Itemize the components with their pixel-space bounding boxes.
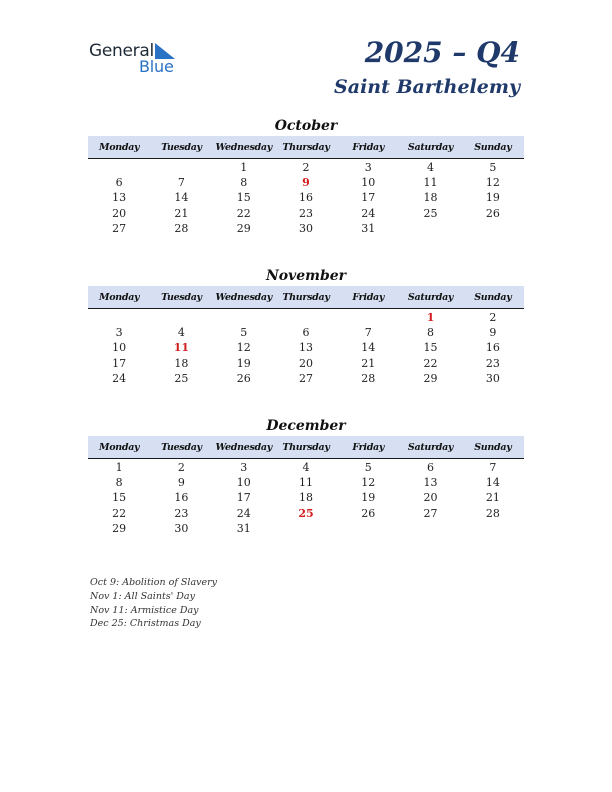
empty-day-cell: [88, 160, 150, 175]
day-cell: 10: [361, 176, 376, 190]
month-october: [88, 116, 524, 236]
day-cell: 10: [112, 341, 127, 355]
day-cell: 27: [423, 506, 438, 520]
day-cell: 16: [298, 191, 313, 205]
day-cell: 7: [489, 461, 497, 474]
day-cell: 27: [112, 221, 127, 235]
day-cell: 18: [423, 191, 438, 205]
day-cell: 2: [302, 161, 310, 174]
weekday-label: Monday: [99, 441, 140, 453]
empty-day-cell: [150, 160, 212, 175]
day-cell: 1: [240, 161, 248, 174]
day-cell: 30: [485, 371, 500, 385]
day-cell: 11: [298, 476, 313, 490]
day-cell: 13: [112, 191, 127, 205]
weekday-header: [88, 436, 524, 459]
day-cell: 26: [236, 371, 251, 385]
holiday-note: Oct 9: Abolition of Slavery: [90, 577, 218, 588]
day-cell: 14: [485, 476, 500, 490]
day-cell: 26: [485, 206, 500, 220]
day-cell: 10: [236, 476, 251, 490]
day-cell: 13: [423, 476, 438, 490]
weekday-label: Saturday: [407, 441, 454, 453]
day-cell: 8: [115, 476, 123, 490]
holiday-day-cell: 25: [298, 506, 314, 520]
day-cell: 2: [177, 461, 185, 474]
day-cell: 26: [361, 506, 376, 520]
day-cell: 17: [112, 356, 127, 370]
empty-day-cell: [150, 310, 212, 325]
day-cell: 23: [485, 356, 500, 370]
day-grid: [88, 159, 524, 236]
day-cell: 7: [364, 326, 372, 340]
day-cell: 29: [423, 371, 438, 385]
day-cell: 15: [112, 491, 127, 505]
day-cell: 20: [423, 491, 438, 505]
day-cell: 7: [177, 176, 185, 190]
holiday-notes: [90, 576, 217, 631]
day-cell: 6: [115, 176, 123, 190]
weekday-header: [88, 286, 524, 309]
weekday-label: Wednesday: [215, 291, 272, 303]
day-cell: 5: [364, 461, 372, 474]
month-december: [88, 416, 524, 536]
day-cell: 5: [240, 326, 248, 340]
day-cell: 30: [174, 521, 189, 535]
general-blue-logo: [89, 41, 189, 77]
day-cell: 3: [240, 461, 248, 474]
day-cell: 23: [174, 506, 189, 520]
day-cell: 18: [298, 491, 313, 505]
day-cell: 4: [427, 161, 435, 174]
day-cell: 19: [361, 491, 376, 505]
day-cell: 4: [177, 326, 185, 340]
weekday-label: Wednesday: [215, 141, 272, 153]
day-cell: 25: [174, 371, 189, 385]
day-cell: 15: [236, 191, 251, 205]
weekday-label: Thursday: [282, 291, 330, 303]
empty-day-cell: [213, 310, 275, 325]
day-cell: 30: [298, 221, 313, 235]
weekday-label: Tuesday: [161, 441, 202, 453]
day-cell: 29: [236, 221, 251, 235]
day-cell: 12: [361, 476, 376, 490]
weekday-label: Sunday: [474, 291, 512, 303]
day-cell: 12: [485, 176, 500, 190]
day-cell: 28: [361, 371, 376, 385]
day-cell: 22: [112, 506, 127, 520]
day-cell: 24: [236, 506, 251, 520]
weekday-label: Monday: [99, 291, 140, 303]
weekday-label: Thursday: [282, 441, 330, 453]
day-cell: 19: [485, 191, 500, 205]
day-cell: 11: [423, 176, 438, 190]
weekday-label: Tuesday: [161, 291, 202, 303]
day-cell: 2: [489, 311, 497, 324]
day-cell: 22: [236, 206, 251, 220]
logo-word-blue: Blue: [139, 57, 174, 76]
day-cell: 3: [115, 326, 123, 340]
month-title: December: [266, 418, 346, 434]
day-cell: 21: [361, 356, 376, 370]
empty-day-cell: [88, 310, 150, 325]
day-cell: 8: [240, 176, 248, 190]
day-cell: 3: [364, 161, 372, 174]
day-cell: 29: [112, 521, 127, 535]
day-cell: 17: [361, 191, 376, 205]
month-november: [88, 266, 524, 386]
weekday-label: Friday: [352, 141, 385, 153]
holiday-day-cell: 9: [302, 176, 310, 190]
day-cell: 28: [174, 221, 189, 235]
page-title: 2025 – Q4: [364, 36, 520, 69]
weekday-label: Saturday: [407, 141, 454, 153]
day-cell: 9: [177, 476, 185, 490]
month-title: October: [274, 118, 338, 134]
day-cell: 21: [485, 491, 500, 505]
day-cell: 21: [174, 206, 189, 220]
day-grid: [88, 459, 524, 536]
weekday-header: [88, 136, 524, 159]
day-cell: 22: [423, 356, 438, 370]
day-cell: 9: [489, 326, 497, 340]
day-cell: 6: [302, 326, 310, 340]
day-cell: 23: [298, 206, 313, 220]
day-cell: 31: [361, 221, 376, 235]
day-cell: 14: [174, 191, 189, 205]
weekday-label: Friday: [352, 291, 385, 303]
empty-day-cell: [275, 310, 337, 325]
day-cell: 24: [112, 371, 127, 385]
day-cell: 1: [115, 461, 123, 474]
day-cell: 27: [298, 371, 313, 385]
day-cell: 16: [485, 341, 500, 355]
day-cell: 20: [298, 356, 313, 370]
day-cell: 6: [427, 461, 435, 474]
day-cell: 20: [112, 206, 127, 220]
empty-day-cell: [337, 310, 399, 325]
weekday-label: Saturday: [407, 291, 454, 303]
day-cell: 4: [302, 461, 310, 474]
day-cell: 13: [298, 341, 313, 355]
holiday-day-cell: 1: [426, 311, 435, 324]
day-cell: 24: [361, 206, 376, 220]
day-cell: 14: [361, 341, 376, 355]
weekday-label: Tuesday: [161, 141, 202, 153]
day-cell: 5: [489, 161, 497, 174]
day-cell: 25: [423, 206, 438, 220]
day-cell: 15: [423, 341, 438, 355]
weekday-label: Friday: [352, 441, 385, 453]
day-cell: 18: [174, 356, 189, 370]
holiday-note: Dec 25: Christmas Day: [90, 618, 201, 630]
day-cell: 12: [236, 341, 251, 355]
weekday-label: Wednesday: [215, 441, 272, 453]
day-grid: [88, 309, 524, 386]
day-cell: 16: [174, 491, 189, 505]
day-cell: 19: [236, 356, 251, 370]
day-cell: 31: [236, 521, 251, 535]
weekday-label: Sunday: [474, 141, 512, 153]
weekday-label: Thursday: [282, 141, 330, 153]
day-cell: 8: [427, 326, 435, 340]
weekday-label: Monday: [99, 141, 140, 153]
day-cell: 17: [236, 491, 251, 505]
holiday-note: Nov 1: All Saints' Day: [90, 590, 195, 602]
country-subtitle: Saint Barthelemy: [334, 76, 520, 98]
holiday-day-cell: 11: [173, 341, 190, 355]
month-title: November: [265, 268, 347, 284]
holiday-note: Nov 11: Armistice Day: [90, 604, 199, 616]
logo-word-general: General: [89, 41, 154, 61]
weekday-label: Sunday: [474, 441, 512, 453]
day-cell: 28: [485, 506, 500, 520]
